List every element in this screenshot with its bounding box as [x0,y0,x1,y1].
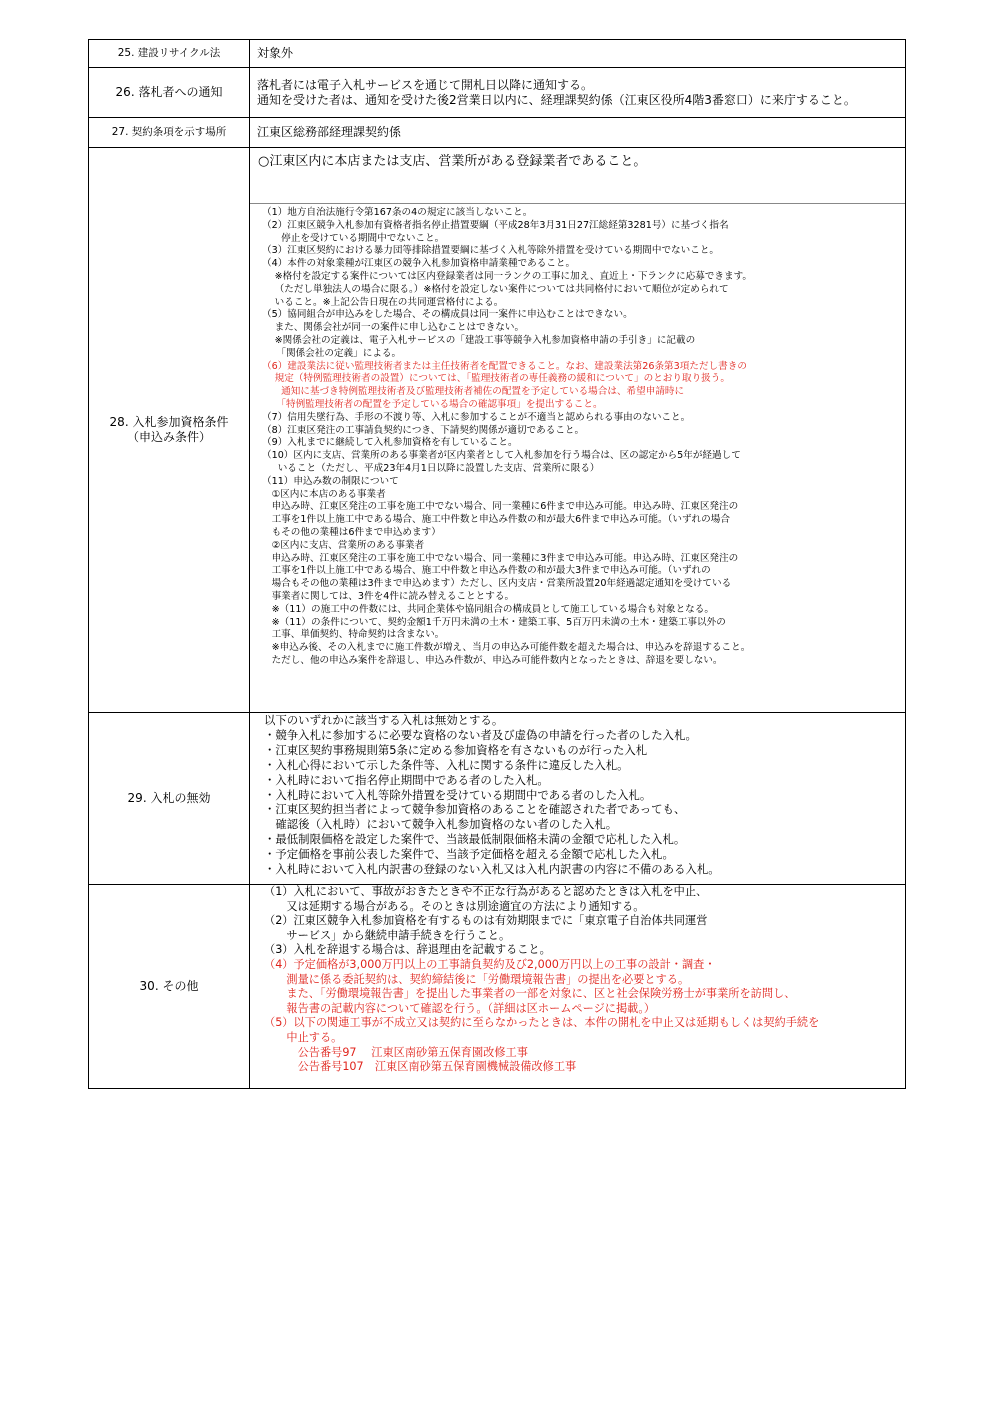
text-line: ・予定価格を事前公表した案件で、当該予定価格を超える金額で応札した入札。 [264,847,674,862]
text-line: 申込み時、江東区発注の工事を施工中でない場合、同一業種に3件まで申込み可能。申込み時、江東区発注の [262,552,739,564]
text-line: ※（11）の条件について、契約金額1千万円未満の土木・建築工事、5百万円未満の土木・建築工事以外の [262,616,726,628]
text-line: ※関係会社の定義は、電子入札サービスの「建設工事等競争入札参加資格申請の手引き」に記載の [262,334,696,346]
other-list [250,885,905,1077]
label-sub: （申込み条件） [126,430,211,444]
text-line: （3）入札を辞退する場合は、辞退理由を記載すること。 [264,943,551,957]
text-line: 又は延期する場合がある。そのときは別途適宜の方法により通知する。 [264,899,645,913]
row-26 [89,68,906,118]
conditions-table [88,39,906,1089]
text-line-red: （5）以下の関連工事が不成立又は契約に至らなかったときは、本件の開札を中止又は延期もしくは契約手続を [264,1016,820,1030]
text-line: 工事を1件以上施工中である場合、施工中件数と申込み件数の和が最大6件まで申込み可能。（いずれの場合 [262,514,730,526]
row-29 [89,713,906,885]
text-line: ※（11）の施工中の件数には、共同企業体や協同組合の構成員として施工している場合も対象となる。 [262,603,714,615]
text-line: サービス」から継続申請手続きを行うこと。 [264,928,511,942]
text-line-red: 報告書の記載内容について確認を行う。（詳細は区ホームページに掲載。） [264,1001,656,1015]
text-line-red: 規定（特例監理技術者の設置）については、「監理技術者の専任義務の緩和について」のとおり取り扱う。 [262,373,730,385]
row-25 [89,40,906,68]
row-label: 25. 建設リサイクル法 [89,40,250,68]
row-label: 26. 落札者への通知 [89,68,250,118]
text-line: 通知を受けた者は、通知を受けた後2営業日以内に、経理課契約係（江東区役所4階3番窓口）に来庁すること。 [257,92,856,107]
text-line: ・入札時において入札等除外措置を受けている期間中である者のした入札。 [264,787,652,802]
text-line: （2）江東区競争入札参加資格を有するものは有効期限までに「東京電子自治体共同運営 [264,914,708,928]
text-line: ※格付を設定する案件については区内登録業者は同一ランクの工事に加え、直近上・下ランクに応募できます。 [262,270,753,282]
text-line: （8）江東区発注の工事請負契約につき、下請契約関係が適切であること。 [262,424,585,436]
text-line: ・入札時において入札内訳書の登録のない入札又は入札内訳書の内容に不備のある入札。 [264,862,720,877]
text-line: （1）入札において、事故がおきたときや不正な行為があると認めたときは入札を中止、 [264,885,708,898]
text-line: ・最低制限価格を設定した案件で、当該最低制限価格未満の金額で応札した入札。 [264,832,686,847]
text-line: また、関係会社が同一の案件に申し込むことはできない。 [262,322,525,334]
text-line: ・競争入札に参加するに必要な資格のない者及び虚偽の申請を行った者のした入札。 [264,727,697,742]
text-line: いること（ただし、平成23年4月1日以降に設置した支店、営業所に限る） [262,462,600,474]
text-line: 以下のいずれかに該当する入札は無効とする。 [264,713,504,727]
text-line-red: また、「労働環境報告書」を提出した事業者の一部を対象に、区と社会保険労務士が事業所を訪問し、 [264,987,796,1001]
text-line: もその他の業種は6件まで申込めます） [262,526,441,538]
text-line: 停止を受けている期間中でないこと。 [262,232,445,244]
text-line: （2）江東区競争入札参加有資格者指名停止措置要綱（平成28年3月31日27江総経第3281号）に基づく指名 [262,219,729,231]
text-line: （9）入札までに継続して入札参加資格を有していること。 [262,437,518,449]
text-line: 事業者に関しては、3件を4件に読み替えることとする。 [262,590,515,602]
row-label: 30. その他 [89,885,250,1089]
text-line-red: 通知に基づき特例監理技術者及び監理技術者補佐の配置を予定している場合は、希望申請時に [262,386,685,398]
text-line-red: （4）予定価格が3,000万円以上の工事請負契約及び2,000万円以上の工事の設計・調査・ [264,957,716,971]
row-value: 対象外 [250,40,906,68]
headline: ○江東区内に本店または支店、営業所がある登録業者であること。 [250,148,905,204]
text-line: ・江東区契約担当者によって競争参加資格のあることを確認された者であっても、 [264,802,686,817]
text-line-red: 測量に係る委託契約は、契約締結後に「労働環境報告書」の提出を必要とする。 [264,972,690,986]
text-line: ①区内に本店のある事業者 [262,488,386,500]
text-line: ・江東区契約事務規則第5条に定める参加資格を有さないものが行った入札 [264,742,648,757]
text-line: 確認後（入札時）において競争入札参加資格のない者のした入札。 [264,817,618,832]
row-value [250,885,906,1089]
row-30 [89,885,906,1089]
conditions-list [250,204,905,670]
label-main: 28. 入札参加資格条件 [109,415,229,429]
text-line-red: 公告番号107 江東区南砂第五保育園機械設備改修工事 [264,1060,577,1074]
text-line: （11）申込み数の制限について [262,475,399,487]
text-line: 「関係会社の定義」による。 [262,347,402,359]
row-label: 27. 契約条項を示す場所 [89,118,250,148]
text-line: 工事を1件以上施工中である場合、施工中件数と申込み件数の和が最大3件まで申込み可能。（いずれの [262,565,711,577]
text-line: 場合もその他の業種は3件まで申込めます）ただし、区内支店・営業所設置20年経過認定通知を受けている [262,578,732,590]
text-line-red: 公告番号97 江東区南砂第五保育園改修工事 [264,1045,528,1059]
row-value: 江東区総務部経理課契約係 [250,118,906,148]
text-line: ②区内に支店、営業所のある事業者 [262,539,425,551]
text-line: （ただし単独法人の場合に限る。）※格付を設定しない案件については共同格付において順位が定められて [262,283,729,295]
void-list [250,713,905,878]
text-line: ・入札時において指名停止期間中である者のした入札。 [264,772,549,787]
row-27 [89,118,906,148]
text-line: （1）地方自治法施行令第167条の4の規定に該当しないこと。 [262,207,533,218]
text-line: （7）信用失墜行為、手形の不渡り等、入札に参加することが不適当と認められる事由のないこと。 [262,411,691,423]
text-line: （5）協同組合が申込みをした場合、その構成員は同一案件に申込むことはできない。 [262,309,633,321]
text-line: （10）区内に支店、営業所のある事業者が区内業者として入札参加を行う場合は、区の認定から5年が経過して [262,450,741,462]
row-label: 29. 入札の無効 [89,713,250,885]
text-line: 落札者には電子入札サービスを通じて開札日以降に通知する。 [257,77,594,92]
row-value [250,713,906,885]
text-line: （3）江東区契約における暴力団等排除措置要綱に基づく入札等除外措置を受けている期間中でないこと。 [262,245,720,257]
text-line: 工事、単価契約、特命契約は含まない。 [262,629,445,641]
text-line: いること。※上記公告日現在の共同運営格付による。 [262,296,504,308]
text-line-red: 「特例監理技術者の配置を予定している場合の確認事項」を提出すること。 [262,398,603,410]
text-line: （4）本件の対象業種が江東区の競争入札参加資格申請業種であること。 [262,258,576,270]
row-value [250,148,906,713]
text-line: ただし、他の申込み案件を辞退し、申込み件数が、申込み可能件数内となったときは、辞退を要しない。 [262,654,723,666]
text-line: 申込み時、江東区発注の工事を施工中でない場合、同一業種に6件まで申込み可能。申込み時、江東区発注の [262,501,739,513]
text-line-red: 中止する。 [264,1030,343,1044]
row-28 [89,148,906,713]
row-label [89,148,250,713]
row-value [250,68,906,118]
text-line-red: （6）建設業法に従い監理技術者または主任技術者を配置できること。なお、建設業法第26条第3項ただし書きの [262,360,747,372]
text-line: ・入札心得において示した条件等、入札に関する条件に違反した入札。 [264,757,629,772]
text-line: ※申込み後、その入札までに施工件数が増え、当月の申込み可能件数を超えた場合は、申込みを辞退すること。 [262,642,751,654]
